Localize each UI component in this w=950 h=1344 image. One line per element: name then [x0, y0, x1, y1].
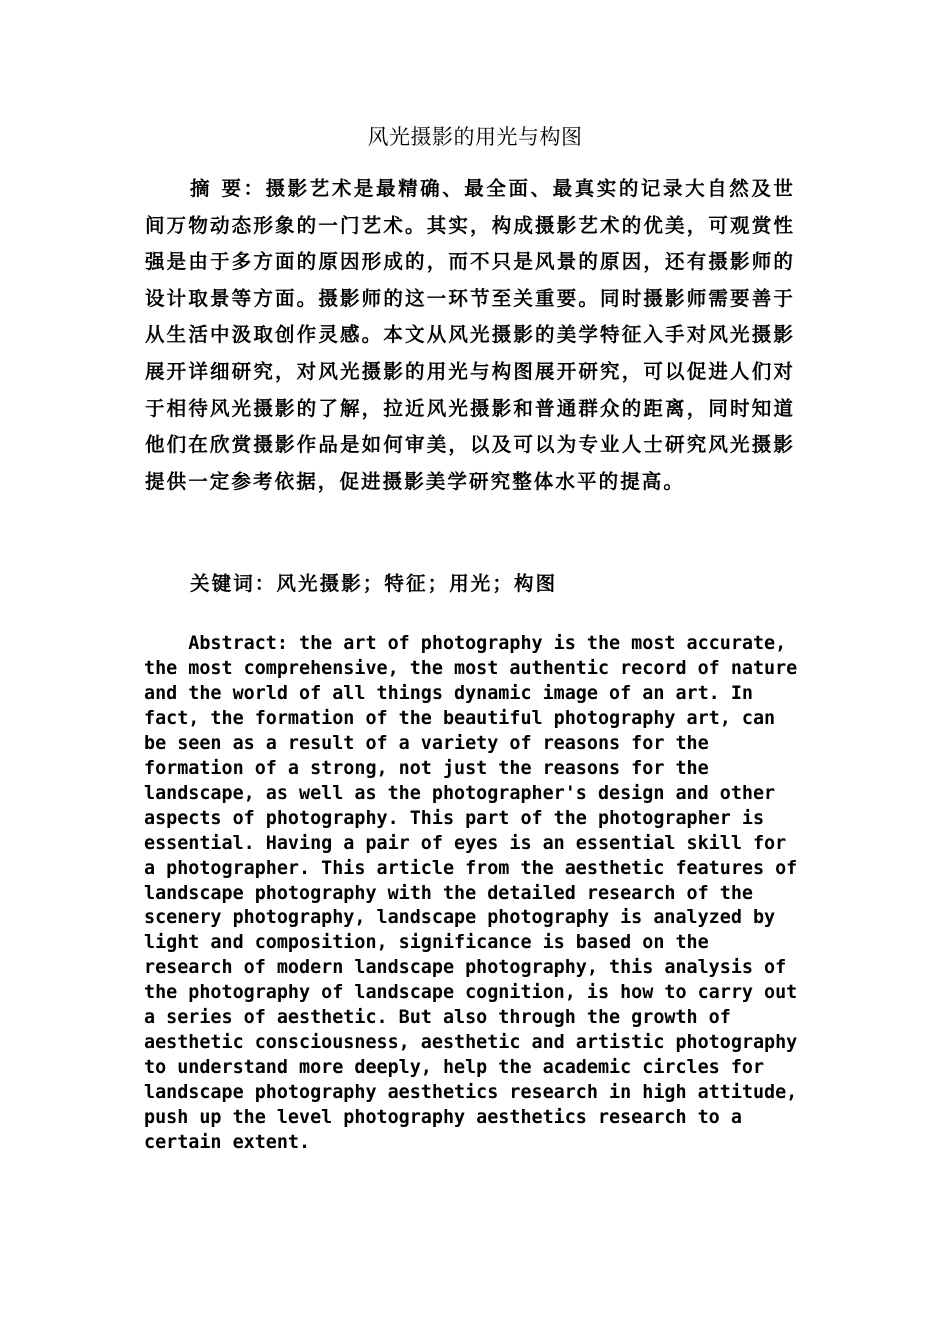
english-abstract: Abstract: the art of photography is the most accurate, the most comprehensive, the most authentic record of nature and the world of all things dynamic image of an art. In fact, the formation of the beautiful photography art, can be seen as a result of a variety of reasons for the formation of a strong, not just the reasons for the landscape, as well as the photographer's design and other aspects of photography. This part of the photographer is essential. Having a pair of eyes is an essential skill for a photographer. This article from the aesthetic features of landscape photography with the detailed research of the scenery photography, landscape photography is analyzed by light and composition, significance is based on the research of modern landscape photography, this analysis of the photography of landscape cognition, is how to carry out a series of aesthetic. But also through the growth of aesthetic consciousness, aesthetic and artistic photography to understand more deeply, help the academic circles for landscape photography aesthetics research in high attitude, push up the level photography aesthetics research to a certain extent.: [144, 633, 798, 1154]
chinese-keywords: 关键词：风光摄影；特征；用光；构图: [190, 572, 558, 595]
chinese-abstract: 摘 要：摄影艺术是最精确、最全面、最真实的记录大自然及世间万物动态形象的一门艺术。其实，构成摄影艺术的优美，可观赏性强是由于多方面的原因形成的，而不只是风景的原因，还有摄影师的设计取景等方面。摄影师的这一环节至关重要。同时摄影师需要善于从生活中汲取创作灵感。本文从风光摄影的美学特征入手对风光摄影展开详细研究，对风光摄影的用光与构图展开研究，可以促进人们对于相待风光摄影的了解，拉近风光摄影和普通群众的距离，同时知道他们在欣赏摄影作品是如何审美，以及可以为专业人士研究风光摄影提供一定参考依据，促进摄影美学研究整体水平的提高。: [145, 177, 795, 493]
document-title: 风光摄影的用光与构图: [367, 125, 583, 149]
